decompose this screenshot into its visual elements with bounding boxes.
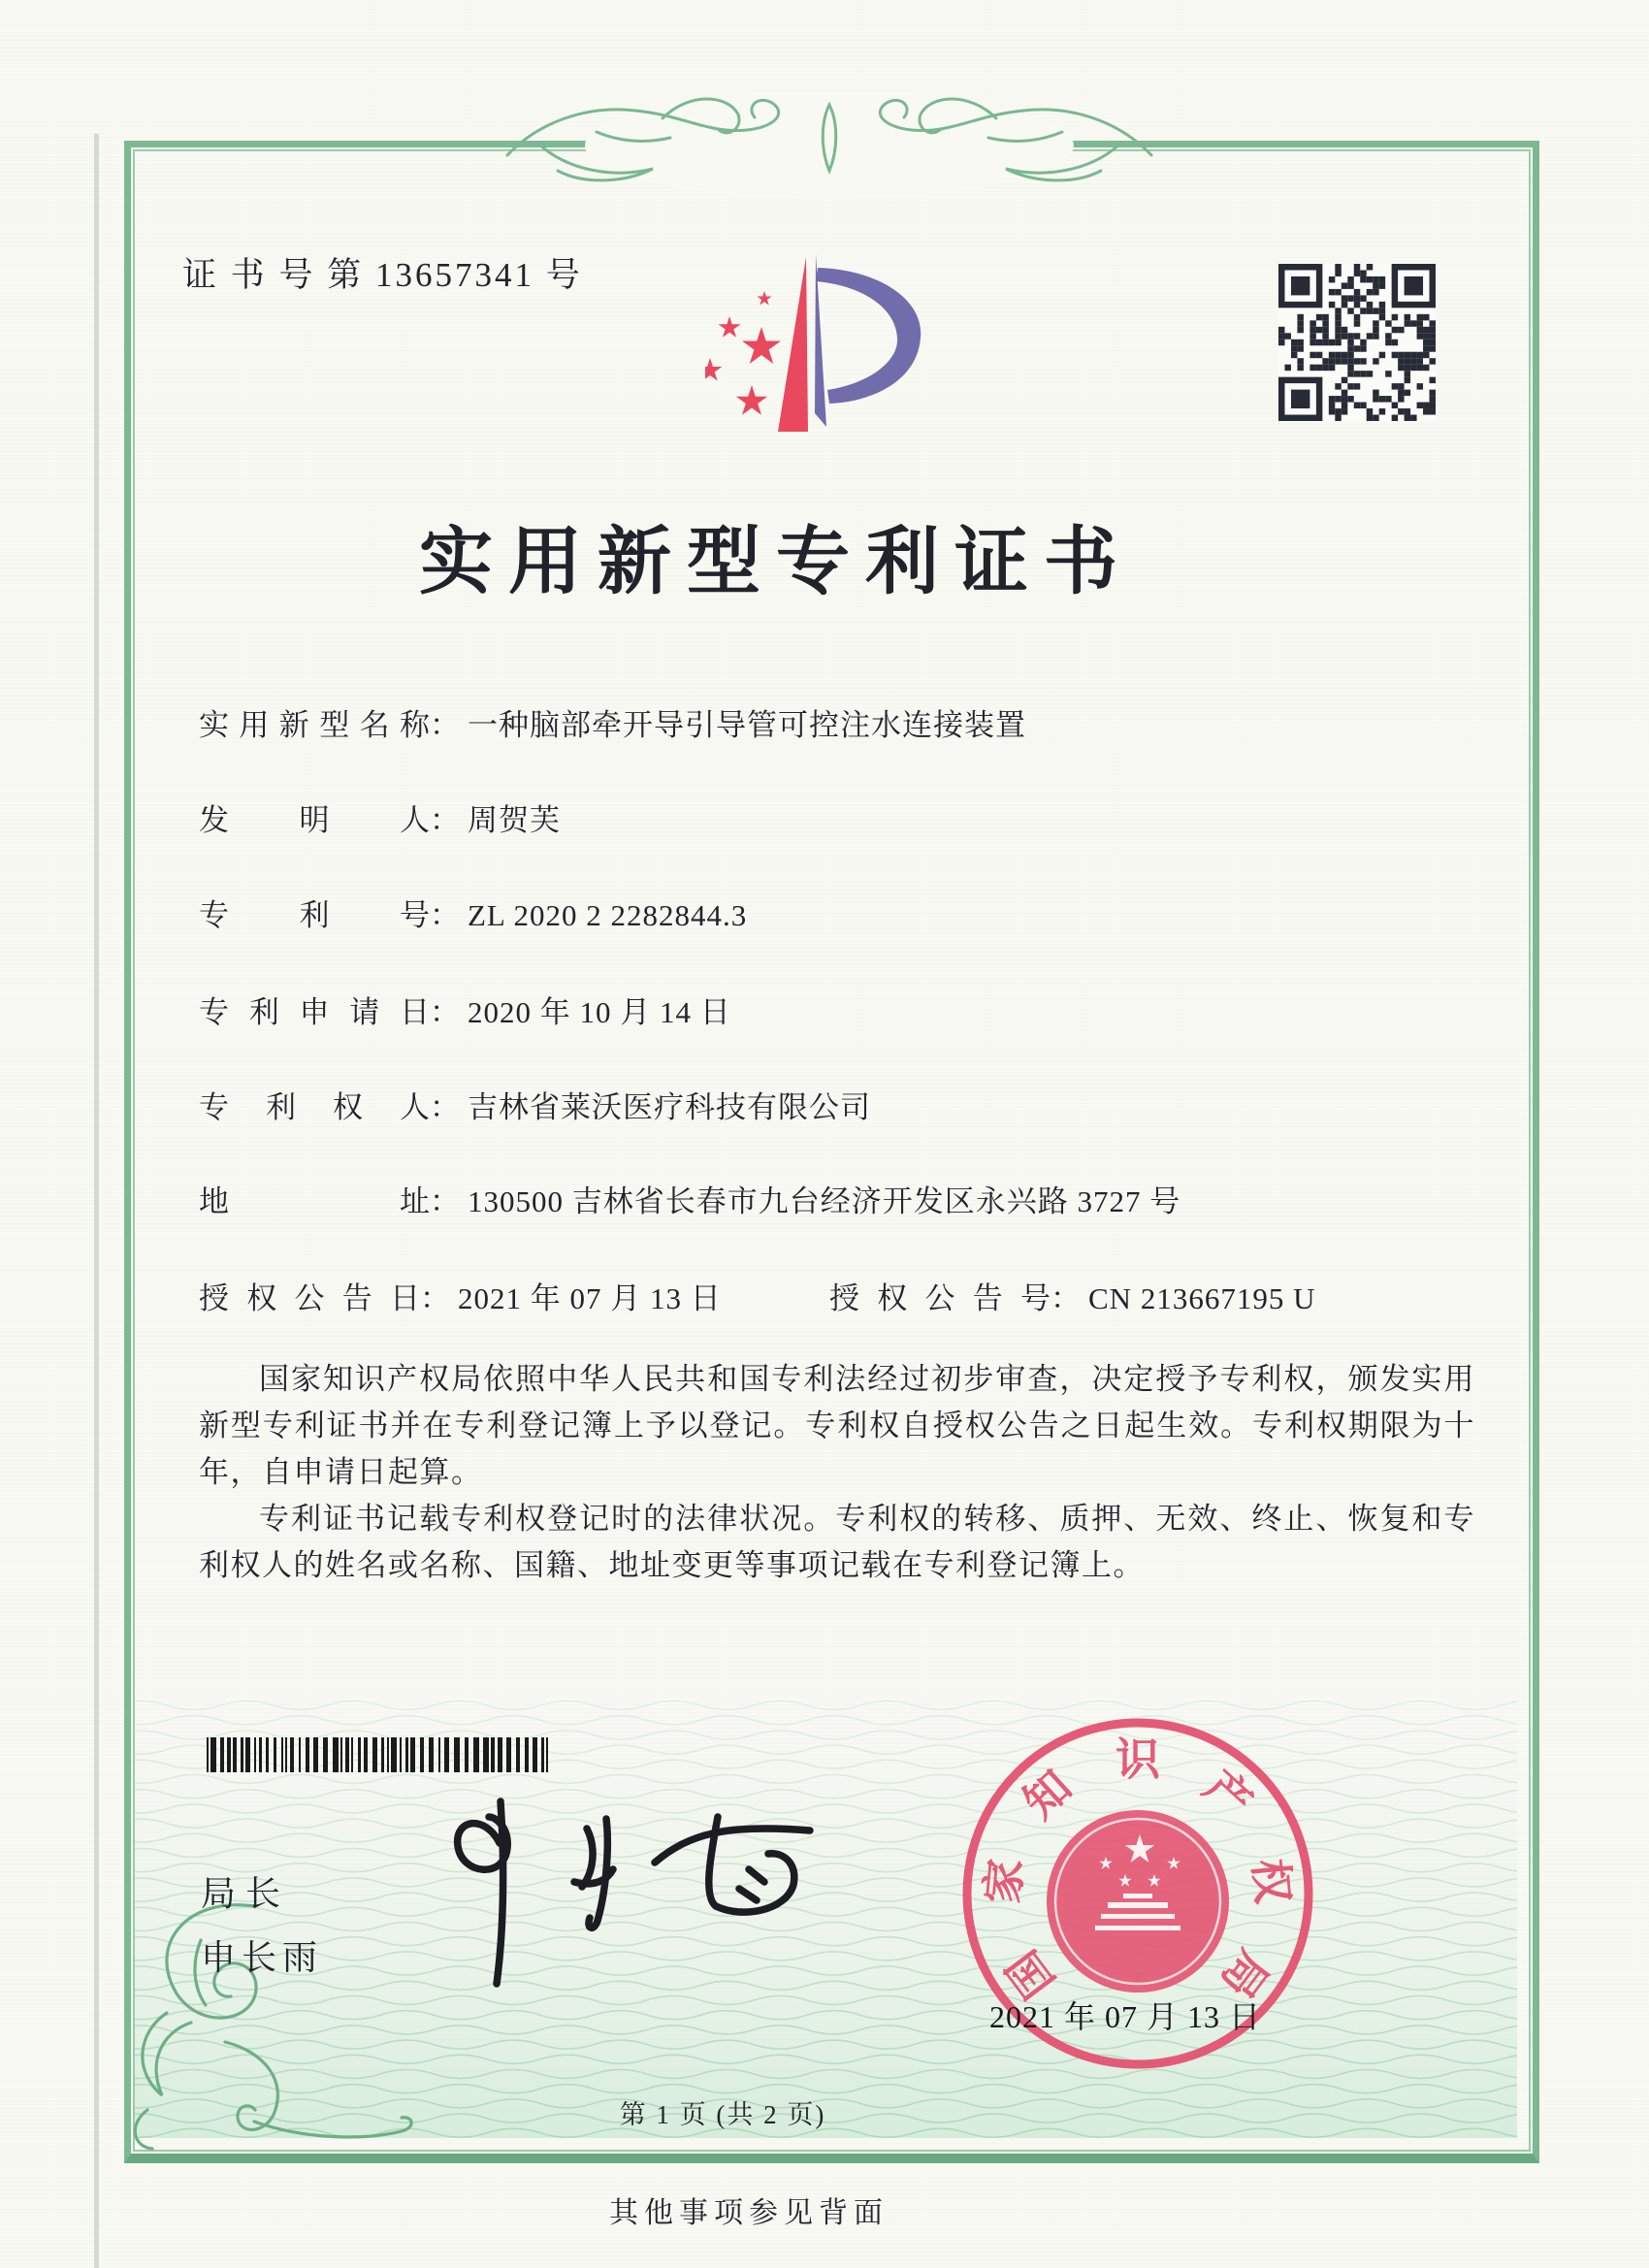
colon: ： bbox=[430, 1090, 460, 1124]
barcode bbox=[207, 1737, 553, 1772]
certificate-number: 证 书 号 第 13657341 号 bbox=[182, 256, 583, 294]
scan-edge-shadow bbox=[94, 134, 99, 2268]
field-value: ZL 2020 2 2282844.3 bbox=[468, 898, 748, 932]
cnipa-logo bbox=[705, 248, 928, 438]
field-row-patentee bbox=[199, 1083, 871, 1126]
field-row-filing-date bbox=[199, 988, 731, 1031]
logo-stars bbox=[705, 291, 781, 415]
field-row-patent-number bbox=[199, 891, 747, 934]
svg-text:国: 国 bbox=[997, 1941, 1065, 2007]
svg-text:知: 知 bbox=[1014, 1761, 1082, 1829]
field-value: 周贺芙 bbox=[468, 803, 561, 837]
field-label: 专利号 bbox=[199, 898, 430, 932]
field-row-grant-date bbox=[199, 1274, 722, 1317]
field-label: 发明人 bbox=[199, 803, 430, 837]
director-signature bbox=[407, 1790, 834, 1998]
field-row-address bbox=[199, 1177, 1180, 1220]
field-label: 专利权人 bbox=[199, 1090, 430, 1124]
colon: ： bbox=[430, 898, 460, 932]
bottom-left-flourish-ornament bbox=[109, 1887, 429, 2158]
field-label: 授权公告号 bbox=[829, 1281, 1051, 1315]
field-label: 实用新型名称 bbox=[199, 708, 430, 742]
field-row-utility-model-name bbox=[199, 700, 1026, 744]
svg-text:产: 产 bbox=[1194, 1761, 1262, 1829]
field-label: 专利申请日 bbox=[199, 995, 430, 1029]
field-label: 地址 bbox=[199, 1184, 430, 1218]
colon: ： bbox=[430, 995, 460, 1029]
field-value: CN 213667195 U bbox=[1088, 1281, 1316, 1315]
svg-text:局: 局 bbox=[1211, 1941, 1278, 2007]
certificate-title: 实用新型专利证书 bbox=[419, 522, 1133, 603]
svg-text:家: 家 bbox=[978, 1856, 1032, 1906]
legal-text bbox=[199, 1356, 1475, 1589]
legal-paragraph-2: 专利证书记载专利权登记时的法律状况。专利权的转移、质押、无效、终止、恢复和专利权人的姓名或名称、国籍、地址变更等事项记载在专利登记簿上。 bbox=[199, 1502, 1475, 1582]
field-row-inventor bbox=[199, 795, 561, 839]
colon: ： bbox=[430, 708, 460, 742]
field-value: 2020 年 10 月 14 日 bbox=[468, 995, 731, 1029]
field-value: 吉林省莱沃医疗科技有限公司 bbox=[468, 1090, 871, 1124]
page-number: 第 1 页 (共 2 页) bbox=[619, 2100, 826, 2129]
colon: ： bbox=[430, 803, 460, 837]
svg-text:识: 识 bbox=[1116, 1734, 1160, 1785]
field-value: 2021 年 07 月 13 日 bbox=[458, 1281, 722, 1315]
legal-paragraph-1: 国家知识产权局依照中华人民共和国专利法经过初步审查，决定授予专利权，颁发实用新型专利证书并在专利登记簿上予以登记。专利权自授权公告之日起生效。专利权期限为十年，自申请日起算。 bbox=[199, 1362, 1475, 1489]
logo-red-wedge bbox=[778, 257, 808, 432]
national-emblem bbox=[1047, 1810, 1229, 1993]
seal-date: 2021 年 07 月 13 日 bbox=[989, 1999, 1262, 2034]
top-flourish-ornament bbox=[500, 85, 1159, 211]
field-value: 130500 吉林省长春市九台经济开发区永兴路 3727 号 bbox=[468, 1184, 1181, 1218]
logo-p-bowl bbox=[816, 268, 921, 404]
colon: ： bbox=[1051, 1281, 1081, 1315]
director-name: 申长雨 bbox=[201, 1938, 324, 1977]
colon: ： bbox=[420, 1281, 450, 1315]
svg-text:权: 权 bbox=[1244, 1856, 1298, 1906]
director-title: 局长 bbox=[201, 1874, 291, 1913]
qr-code bbox=[1278, 264, 1436, 421]
field-label: 授权公告日 bbox=[199, 1281, 420, 1315]
colon: ： bbox=[430, 1184, 460, 1218]
back-side-note: 其他事项参见背面 bbox=[609, 2197, 889, 2229]
field-value: 一种脑部牵开导引导管可控注水连接装置 bbox=[468, 708, 1026, 742]
field-row-grant-number bbox=[829, 1274, 1315, 1317]
